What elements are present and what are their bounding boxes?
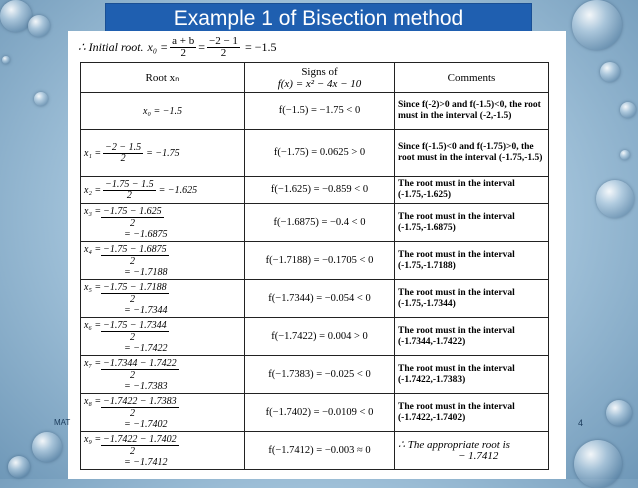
root-var: x₁ = xyxy=(84,147,102,159)
root-var: x₄ = xyxy=(84,244,102,255)
root-cell xyxy=(81,318,245,356)
bubble-decoration xyxy=(572,0,622,50)
root-result: = −1.7402 xyxy=(124,418,168,430)
sign-cell: f(−1.75) = 0.0625 > 0 xyxy=(245,130,395,177)
table-row xyxy=(81,242,549,280)
header-signs xyxy=(245,63,395,93)
sign-cell: f(−1.7412) = −0.003 ≈ 0 xyxy=(245,432,395,470)
frac-num: −1.75 − 1.5 xyxy=(105,178,154,190)
frac-num: −1.7344 − 1.7422 xyxy=(103,357,177,369)
root-cell xyxy=(81,394,245,432)
bubble-decoration xyxy=(600,62,620,82)
header-root: Root xₙ xyxy=(81,63,245,93)
root-cell: x₀ = −1.5 xyxy=(81,93,245,130)
initial-root-formula xyxy=(78,31,276,63)
sign-cell: f(−1.7422) = 0.004 > 0 xyxy=(245,318,395,356)
root-result: = −1.7344 xyxy=(124,304,168,316)
root-cell xyxy=(81,242,245,280)
comment-cell: The root must in the interval (-1.7422,-1.7383) xyxy=(395,356,549,394)
root-cell xyxy=(81,204,245,242)
sign-cell: f(−1.7344) = −0.054 < 0 xyxy=(245,280,395,318)
bubble-decoration xyxy=(596,180,634,218)
comment-cell xyxy=(395,432,549,470)
bisection-table xyxy=(80,62,549,470)
comment-cell: Since f(-1.5)<0 and f(-1.75)>0, the root must in the interval (-1.75,-1.5) xyxy=(395,130,549,177)
frac-num: −2 − 1 xyxy=(209,34,238,47)
initial-var: x₀ = xyxy=(147,39,169,54)
root-var: x₉ = xyxy=(84,434,102,445)
frac-den: 2 xyxy=(180,46,186,59)
root-var: x₇ = xyxy=(84,358,102,369)
bubble-decoration xyxy=(620,150,630,160)
frac-num: −1.7422 − 1.7383 xyxy=(103,395,177,407)
comment-cell: The root must in the interval (-1.75,-1.625) xyxy=(395,177,549,204)
final-root-value: − 1.7412 xyxy=(458,449,499,462)
root-result: = −1.7383 xyxy=(124,380,168,392)
root-var: x₈ = xyxy=(84,396,102,407)
root-cell xyxy=(81,280,245,318)
bubble-decoration xyxy=(8,456,30,478)
initial-result: = −1.5 xyxy=(244,39,277,54)
root-result: = −1.7188 xyxy=(124,266,168,278)
bubble-decoration xyxy=(34,92,48,106)
table-row xyxy=(81,93,549,130)
frac-num: −1.75 − 1.625 xyxy=(103,205,162,217)
comment-cell: Since f(-2)>0 and f(-1.5)<0, the root must in the interval (-2,-1.5) xyxy=(395,93,549,130)
root-result: = −1.6875 xyxy=(124,228,168,240)
frac-den: 2 xyxy=(130,255,135,267)
frac-den: 2 xyxy=(120,152,126,164)
frac-den: 2 xyxy=(130,407,135,419)
table-row xyxy=(81,204,549,242)
frac-den: 2 xyxy=(130,293,135,305)
table-row xyxy=(81,280,549,318)
frac-den: 2 xyxy=(130,445,135,457)
comment-cell: The root must in the interval (-1.7422,-1.7402) xyxy=(395,394,549,432)
sign-cell: f(−1.625) = −0.859 < 0 xyxy=(245,177,395,204)
final-comment: ∴ The appropriate root is xyxy=(398,438,510,451)
bubble-decoration xyxy=(32,432,62,462)
comment-cell: The root must in the interval (-1.75,-1.6875) xyxy=(395,204,549,242)
sign-cell: f(−1.5) = −1.75 < 0 xyxy=(245,93,395,130)
table-row xyxy=(81,356,549,394)
header-signs-line2: f(x) = x² − 4x − 10 xyxy=(277,77,362,90)
root-result: = −1.625 xyxy=(158,184,198,196)
sign-cell: f(−1.7402) = −0.0109 < 0 xyxy=(245,394,395,432)
frac-den: 2 xyxy=(130,217,135,229)
bubble-decoration xyxy=(2,56,10,64)
frac-num: −1.75 − 1.7188 xyxy=(103,281,167,293)
table-row xyxy=(81,130,549,177)
initial-prefix: ∴ Initial root. xyxy=(78,39,144,54)
initial-fraction-2 xyxy=(207,36,240,59)
root-result: = −1.75 xyxy=(146,147,180,159)
frac-num: −1.75 − 1.6875 xyxy=(103,243,167,255)
frac-den: 2 xyxy=(220,46,227,59)
frac-den: 2 xyxy=(130,369,135,381)
root-result: = −1.7422 xyxy=(124,342,168,354)
root-result: = −1.7412 xyxy=(124,456,168,468)
table-row xyxy=(81,318,549,356)
root-cell xyxy=(81,356,245,394)
comment-cell: The root must in the interval (-1.75,-1.7344) xyxy=(395,280,549,318)
page-number: 4 xyxy=(578,418,584,428)
header-comments: Comments xyxy=(395,63,549,93)
frac-num: −1.75 − 1.7344 xyxy=(103,319,167,331)
frac-den: 2 xyxy=(130,331,135,343)
initial-fraction-1 xyxy=(170,36,196,59)
table-row xyxy=(81,432,549,470)
root-fraction xyxy=(103,143,143,164)
bubble-decoration xyxy=(606,400,632,426)
sign-cell: f(−1.6875) = −0.4 < 0 xyxy=(245,204,395,242)
root-var: x₂ = xyxy=(84,184,102,196)
equals-sign: = xyxy=(198,39,206,54)
bubble-decoration xyxy=(574,440,622,488)
table-row xyxy=(81,394,549,432)
root-fraction xyxy=(103,180,156,201)
root-cell xyxy=(81,177,245,204)
root-var: x₆ = xyxy=(84,320,102,331)
bubble-decoration xyxy=(28,15,50,37)
frac-num: −1.7422 − 1.7402 xyxy=(103,433,177,445)
root-var: x₅ = xyxy=(84,282,102,293)
root-cell xyxy=(81,432,245,470)
sign-cell: f(−1.7188) = −0.1705 < 0 xyxy=(245,242,395,280)
comment-cell: The root must in the interval (-1.7344,-1.7422) xyxy=(395,318,549,356)
root-cell xyxy=(81,130,245,177)
frac-num: a + b xyxy=(172,34,195,47)
bubble-decoration xyxy=(620,102,636,118)
sign-cell: f(−1.7383) = −0.025 < 0 xyxy=(245,356,395,394)
frac-den: 2 xyxy=(126,189,132,201)
footer-label: MAT xyxy=(54,418,71,427)
frac-num: −2 − 1.5 xyxy=(105,141,142,153)
root-var: x₃ = xyxy=(84,206,102,217)
slide-title: Example 1 of Bisection method xyxy=(105,3,532,34)
table-row xyxy=(81,177,549,204)
header-signs-line1: Signs of xyxy=(301,65,338,78)
comment-cell: The root must in the interval (-1.75,-1.7188) xyxy=(395,242,549,280)
